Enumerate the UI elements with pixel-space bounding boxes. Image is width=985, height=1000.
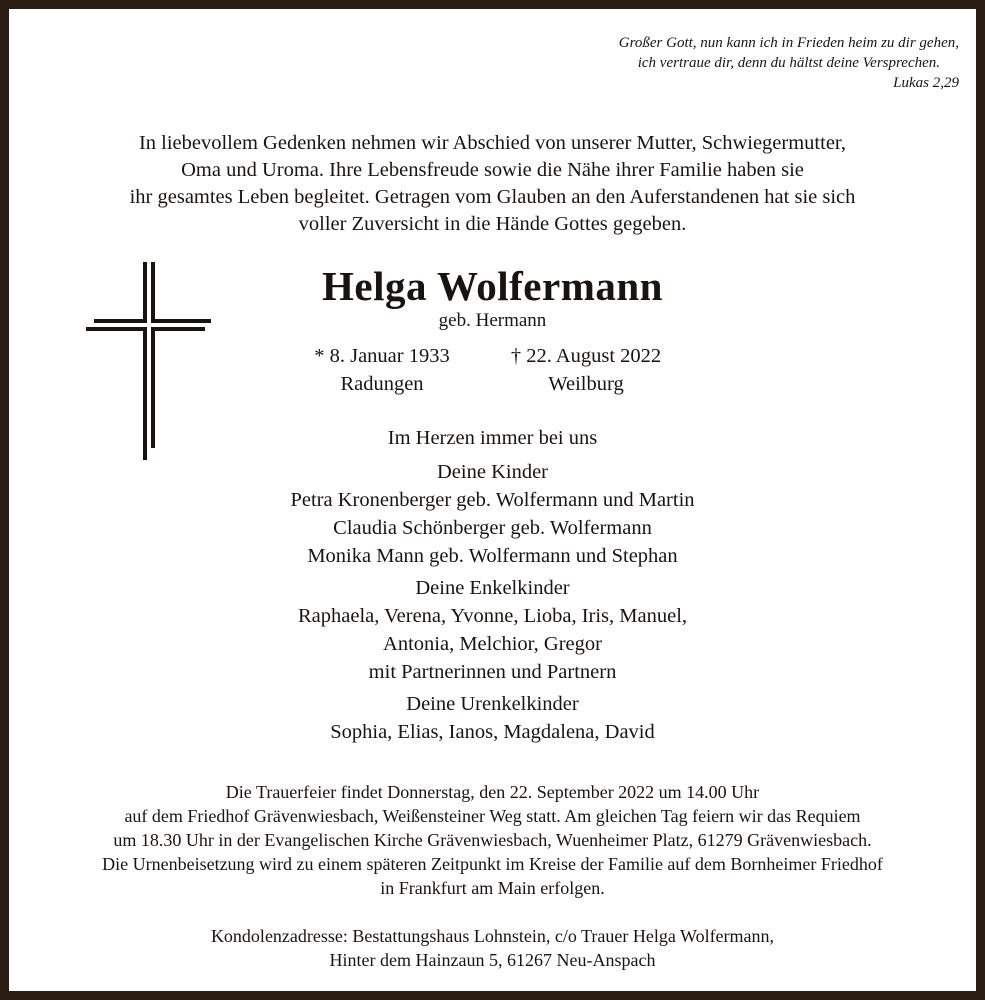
deceased-name: Helga Wolfermann	[322, 263, 663, 309]
intro-line: Oma und Uroma. Ihre Lebensfreude sowie die Nähe ihrer Familie haben sie	[181, 159, 804, 181]
intro-line: In liebevollem Gedenken nehmen wir Abschied von unserer Mutter, Schwiegermutter,	[138, 132, 847, 154]
children-heading: Deine Kinder	[437, 461, 548, 483]
condolence-address	[0, 924, 985, 972]
verse-line: ich vertraue dir, denn du hältst deine Versprechen.	[637, 55, 941, 71]
intro-text	[0, 130, 985, 238]
children-line: Claudia Schönberger geb. Wolfermann	[333, 517, 652, 539]
details-line: Die Trauerfeier findet Donnerstag, den 22. September 2022 um 14.00 Uhr	[225, 782, 760, 802]
verse-reference: Lukas 2,29	[893, 75, 959, 91]
intro-line: voller Zuversicht in die Hände Gottes gegeben.	[298, 213, 687, 235]
details-line: in Frankfurt am Main erfolgen.	[380, 878, 605, 898]
grandchildren-line: mit Partnerinnen und Partnern	[368, 661, 617, 683]
details-line: Die Urnenbeisetzung wird zu einem späteren Zeitpunkt im Kreise der Familie auf dem Bornheimer Friedhof	[102, 854, 883, 874]
great-grandchildren-line: Sophia, Elias, Ianos, Magdalena, David	[330, 721, 655, 743]
grandchildren-heading: Deine Enkelkinder	[415, 577, 570, 599]
death-info	[496, 342, 676, 398]
verse-line: Großer Gott, nun kann ich in Frieden heim zu dir gehen,	[618, 35, 959, 51]
condolence-line: Hinter dem Hainzaun 5, 61267 Neu-Anspach	[329, 950, 656, 970]
grandchildren-line: Raphaela, Verena, Yvonne, Lioba, Iris, Manuel,	[297, 605, 688, 627]
birth-date: * 8. Januar 1933	[314, 345, 450, 367]
details-line: um 18.30 Uhr in der Evangelischen Kirche Grävenwiesbach, Wuenheimer Platz, 61279 Grävenwiesbach.	[113, 830, 872, 850]
bible-verse	[619, 33, 959, 93]
death-date: † 22. August 2022	[510, 345, 662, 367]
children-line: Petra Kronenberger geb. Wolfermann und Martin	[290, 489, 695, 511]
family-motto: Im Herzen immer bei uns	[387, 427, 598, 449]
birth-place: Radungen	[340, 373, 424, 395]
intro-line: ihr gesamtes Leben begleitet. Getragen vom Glauben an den Auferstandenen hat sie sich	[129, 186, 856, 208]
great-grandchildren-heading: Deine Urenkelkinder	[406, 693, 579, 715]
children-line: Monika Mann geb. Wolfermann und Stephan	[307, 545, 678, 567]
birth-info	[312, 342, 452, 398]
grandchildren-line: Antonia, Melchior, Gregor	[383, 633, 602, 655]
funeral-details	[0, 780, 985, 900]
death-place: Weilburg	[548, 373, 624, 395]
condolence-line: Kondolenzadresse: Bestattungshaus Lohnstein, c/o Trauer Helga Wolfermann,	[210, 926, 775, 946]
family-section	[0, 424, 985, 746]
details-line: auf dem Friedhof Grävenwiesbach, Weißensteiner Weg statt. Am gleichen Tag feiern wir das Requiem	[124, 806, 861, 826]
maiden-name: geb. Hermann	[438, 310, 547, 331]
